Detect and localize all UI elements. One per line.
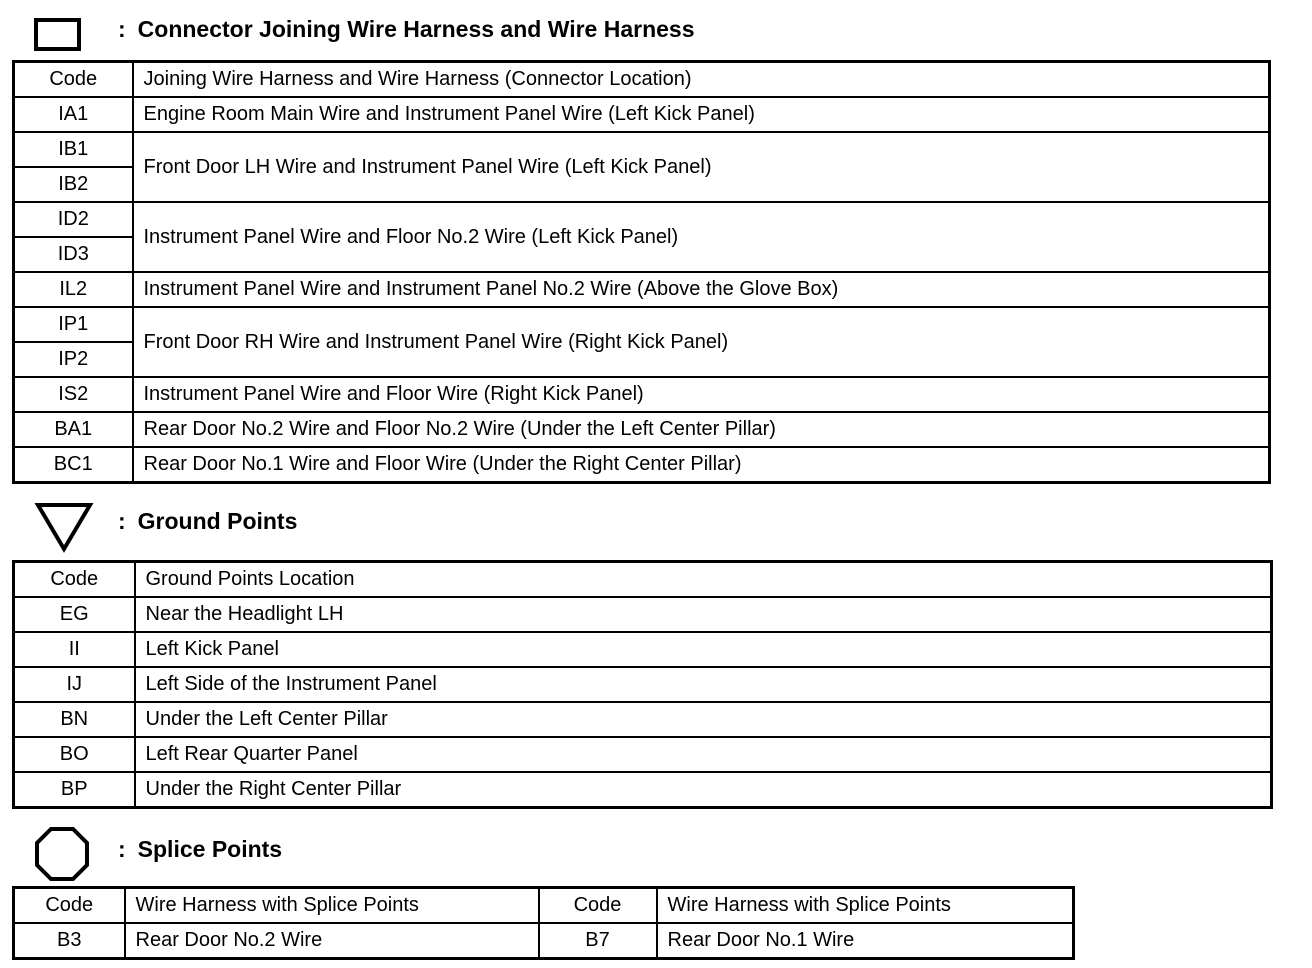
connector-location: Front Door LH Wire and Instrument Panel Wire (Left Kick Panel) [133, 132, 1270, 202]
table-row [14, 923, 1074, 959]
triangle-symbol-icon [34, 501, 94, 553]
table-row [14, 667, 1272, 702]
separator-colon: : [118, 508, 126, 534]
connector-section-title [118, 16, 695, 43]
table-row [14, 737, 1272, 772]
header-description: Joining Wire Harness and Wire Harness (Connector Location) [133, 62, 1270, 98]
connector-location: Instrument Panel Wire and Floor No.2 Wire (Left Kick Panel) [133, 202, 1270, 272]
header-description-left: Wire Harness with Splice Points [125, 888, 539, 924]
table-row [14, 412, 1270, 447]
ground-code: EG [14, 597, 135, 632]
ground-section-header [0, 500, 1100, 540]
table-header-row [14, 888, 1074, 924]
splice-section-header [0, 826, 1100, 866]
connector-code: ID3 [14, 237, 133, 272]
splice-table [12, 886, 1075, 960]
table-row [14, 702, 1272, 737]
ground-code: BP [14, 772, 135, 808]
ground-table [12, 560, 1273, 809]
connector-table [12, 60, 1271, 484]
connector-code: IP1 [14, 307, 133, 342]
connector-code: IL2 [14, 272, 133, 307]
connector-code: BC1 [14, 447, 133, 483]
connector-title-text: Connector Joining Wire Harness and Wire Harness [137, 16, 695, 42]
connector-code: IS2 [14, 377, 133, 412]
ground-location: Left Side of the Instrument Panel [135, 667, 1272, 702]
ground-section-title [118, 508, 297, 535]
ground-location: Under the Left Center Pillar [135, 702, 1272, 737]
table-row [14, 307, 1270, 342]
connector-location: Engine Room Main Wire and Instrument Panel Wire (Left Kick Panel) [133, 97, 1270, 132]
ground-location: Near the Headlight LH [135, 597, 1272, 632]
table-row [14, 597, 1272, 632]
ground-code: II [14, 632, 135, 667]
connector-section-header [0, 10, 1100, 50]
connector-code: IP2 [14, 342, 133, 377]
header-code-right: Code [539, 888, 657, 924]
splice-section-title [118, 836, 282, 863]
splice-code-right: B7 [539, 923, 657, 959]
ground-code: IJ [14, 667, 135, 702]
table-header-row [14, 562, 1272, 598]
connector-code: BA1 [14, 412, 133, 447]
table-row [14, 97, 1270, 132]
ground-location: Under the Right Center Pillar [135, 772, 1272, 808]
table-row [14, 447, 1270, 483]
ground-location: Left Kick Panel [135, 632, 1272, 667]
header-code: Code [14, 562, 135, 598]
header-description-right: Wire Harness with Splice Points [657, 888, 1074, 924]
connector-location: Rear Door No.2 Wire and Floor No.2 Wire (Under the Left Center Pillar) [133, 412, 1270, 447]
ground-location: Left Rear Quarter Panel [135, 737, 1272, 772]
connector-location: Rear Door No.1 Wire and Floor Wire (Under the Right Center Pillar) [133, 447, 1270, 483]
splice-title-text: Splice Points [137, 836, 283, 862]
connector-code: ID2 [14, 202, 133, 237]
header-code-left: Code [14, 888, 125, 924]
splice-harness-right: Rear Door No.1 Wire [657, 923, 1074, 959]
square-symbol-icon [34, 18, 82, 52]
ground-code: BO [14, 737, 135, 772]
separator-colon: : [118, 836, 126, 862]
header-description: Ground Points Location [135, 562, 1272, 598]
ground-code: BN [14, 702, 135, 737]
octagon-symbol-icon [34, 826, 90, 882]
connector-code: IB2 [14, 167, 133, 202]
table-row [14, 772, 1272, 808]
connector-location: Instrument Panel Wire and Floor Wire (Right Kick Panel) [133, 377, 1270, 412]
table-row [14, 377, 1270, 412]
ground-title-text: Ground Points [137, 508, 298, 534]
connector-code: IA1 [14, 97, 133, 132]
table-row [14, 132, 1270, 167]
header-code: Code [14, 62, 133, 98]
connector-location: Front Door RH Wire and Instrument Panel Wire (Right Kick Panel) [133, 307, 1270, 377]
table-row [14, 272, 1270, 307]
connector-location: Instrument Panel Wire and Instrument Panel No.2 Wire (Above the Glove Box) [133, 272, 1270, 307]
connector-code: IB1 [14, 132, 133, 167]
table-row [14, 202, 1270, 237]
table-row [14, 632, 1272, 667]
splice-harness-left: Rear Door No.2 Wire [125, 923, 539, 959]
separator-colon: : [118, 16, 126, 42]
table-header-row [14, 62, 1270, 98]
splice-code-left: B3 [14, 923, 125, 959]
